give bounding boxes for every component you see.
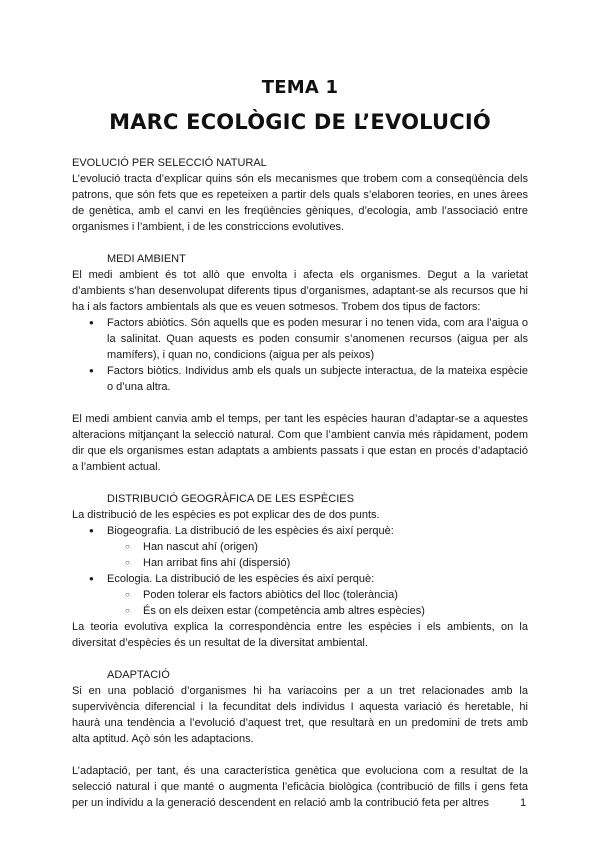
paragraph: L’adaptació, per tant, és una característica genètica que evoluciona com a resultat de la selecció natural i que manté o augmenta l’eficàcia biològica (contribució de fills i gens feta per un individu a la generació descendent en relació amb la contribució feta per altres [72, 765, 528, 809]
list-item [72, 571, 528, 619]
paragraph: La distribució de les espècies es pot explicar des de dos punts. [72, 509, 380, 521]
paragraph: L’evolució tracta d’explicar quins són els mecanismes que trobem com a conseqüència dels patrons, que són fets que es repeteixen a partir dels quals s’elaboren teories, en unes àrees de genètica, amb el canvi en les freqüències gèniques, d’ecologia, amb l’associació entre organismes i l’ambient, i de les constriccions evolutives. [72, 173, 528, 233]
page-subtitle: MARC ECOLÒGIC DE L’EVOLUCIÓ [109, 110, 491, 134]
section-heading-distribucio: DISTRIBUCIÓ GEOGRÀFICA DE LES ESPÈCIES [107, 493, 354, 505]
bullet-list [72, 523, 528, 619]
section-heading-medi-ambient: MEDI AMBIENT [107, 253, 186, 265]
section-heading-adaptacio: ADAPTACIÓ [107, 669, 170, 681]
paragraph: Si en una població d’organismes hi ha variacoins per a un tret relacionades amb la supervivència diferencial i la fecunditat dels individus I aquesta variació és heretable, hi haurà una tendència a l’evolució d’aquest tret, que resultarà en un predomini de trets amb alta aptitud. Açò són les adaptacions. [72, 685, 528, 745]
list-item [72, 523, 528, 571]
paragraph: El medi ambient canvia amb el temps, per tant les espècies hauran d’adaptar-se a aquestes alteracions mitjançant la selecció natural. Com que l’ambient canvia més ràpidament, podem dir que els organismes estan adaptats a ambients passats i que estan en procés d’adaptació a l’ambient actual. [72, 413, 528, 473]
sub-list-item: ○ Han nascut ahí (origen) [72, 539, 528, 555]
list-item: ● Factors biòtics. Individus amb els quals un subjecte interactua, de la mateixa espècie o d’una altra. [72, 363, 528, 395]
paragraph: El medi ambient és tot allò que envolta i afecta els organismes. Degut a la varietat d’ambients s’han desenvolupat diferents tipus d’organismes, adaptant-se als recursos que hi ha i als factors ambientals als que es veuen sotmesos. Trobem dos tipus de factors: [72, 269, 528, 313]
bullet-list [72, 315, 528, 395]
page-title: TEMA 1 [261, 77, 339, 98]
section-heading-evolucio: EVOLUCIÓ PER SELECCIÓ NATURAL [72, 157, 267, 169]
sub-list-item: ○ Han arribat fins ahí (dispersió) [72, 555, 528, 571]
paragraph: La teoria evolutiva explica la correspondència entre les espècies i els ambients, on la diversitat d’espècies és un resultat de la diversitat ambiental. [72, 621, 528, 649]
sub-list [107, 587, 528, 619]
sub-list [107, 539, 528, 571]
sub-list-item: ○ És on els deixen estar (competència amb altres espècies) [72, 603, 528, 619]
sub-list-item: ○ Poden tolerar els factors abiòtics del lloc (tolerància) [72, 587, 528, 603]
list-item: ● Factors abiòtics. Són aquells que es poden mesurar i no tenen vida, com ara l’aigua o la salinitat. Quan aquests es poden consumir s’anomenen recursos (aigua per als mamífers), i quan no, condicions (aigua per als peixos) [72, 315, 528, 363]
list-item-text: Biogeografia. La distribució de les espècies és així perquè: [107, 525, 394, 537]
list-item-text: Ecologia. La distribució de les espècies és així perquè: [107, 573, 375, 585]
page-number: 1 [520, 797, 527, 809]
document-body [72, 155, 528, 811]
